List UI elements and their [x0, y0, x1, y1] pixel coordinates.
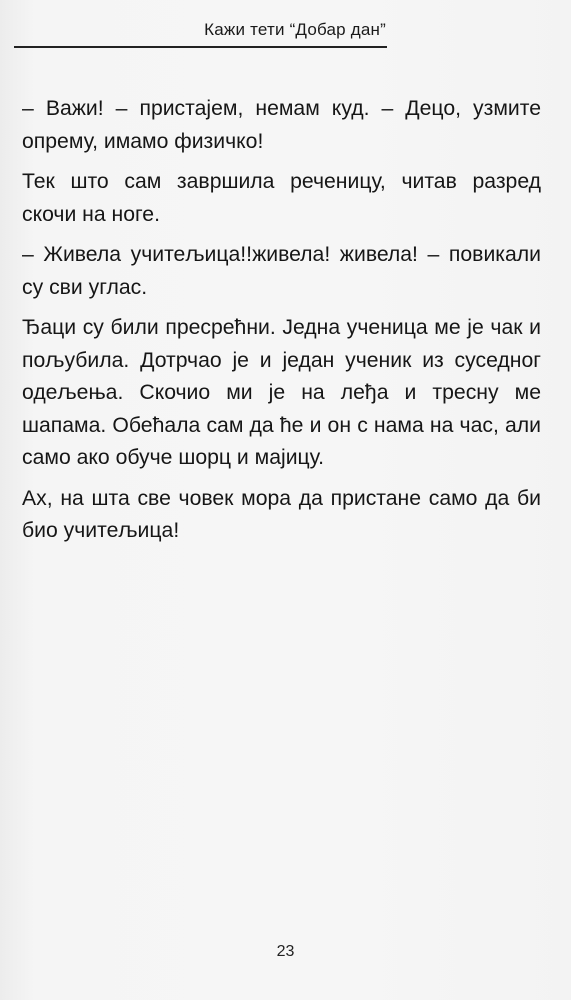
paragraph-2: Тек што сам завршила реченицу, читав разред скочи на ноге. — [22, 170, 541, 226]
paragraph-1: – Важи! – пристајем, немам куд. – Децо, узмите опрему, имамо физичко! — [22, 97, 541, 153]
page-number: 23 — [276, 943, 295, 960]
body-text — [22, 93, 541, 556]
paragraph-3: – Живела учитељица!!живела! живела! – повикали су сви углас. — [22, 243, 541, 299]
paragraph-5: Ах, на шта све човек мора да пристане само да би био учитељица! — [22, 486, 541, 542]
header-rule — [14, 46, 387, 48]
paragraph-4: Ђаци су били пресрећни. Једна ученица ме је чак и пољубила. Дотрчао је и један ученик из суседног одељења. Скочио ми је на леђа и тресну ме шапама. Обећала сам да ће и он с нама на час, али само ако обуче шорц и мајицу. — [22, 316, 541, 469]
running-header-title: Кажи тети “Добар дан” — [204, 20, 386, 39]
